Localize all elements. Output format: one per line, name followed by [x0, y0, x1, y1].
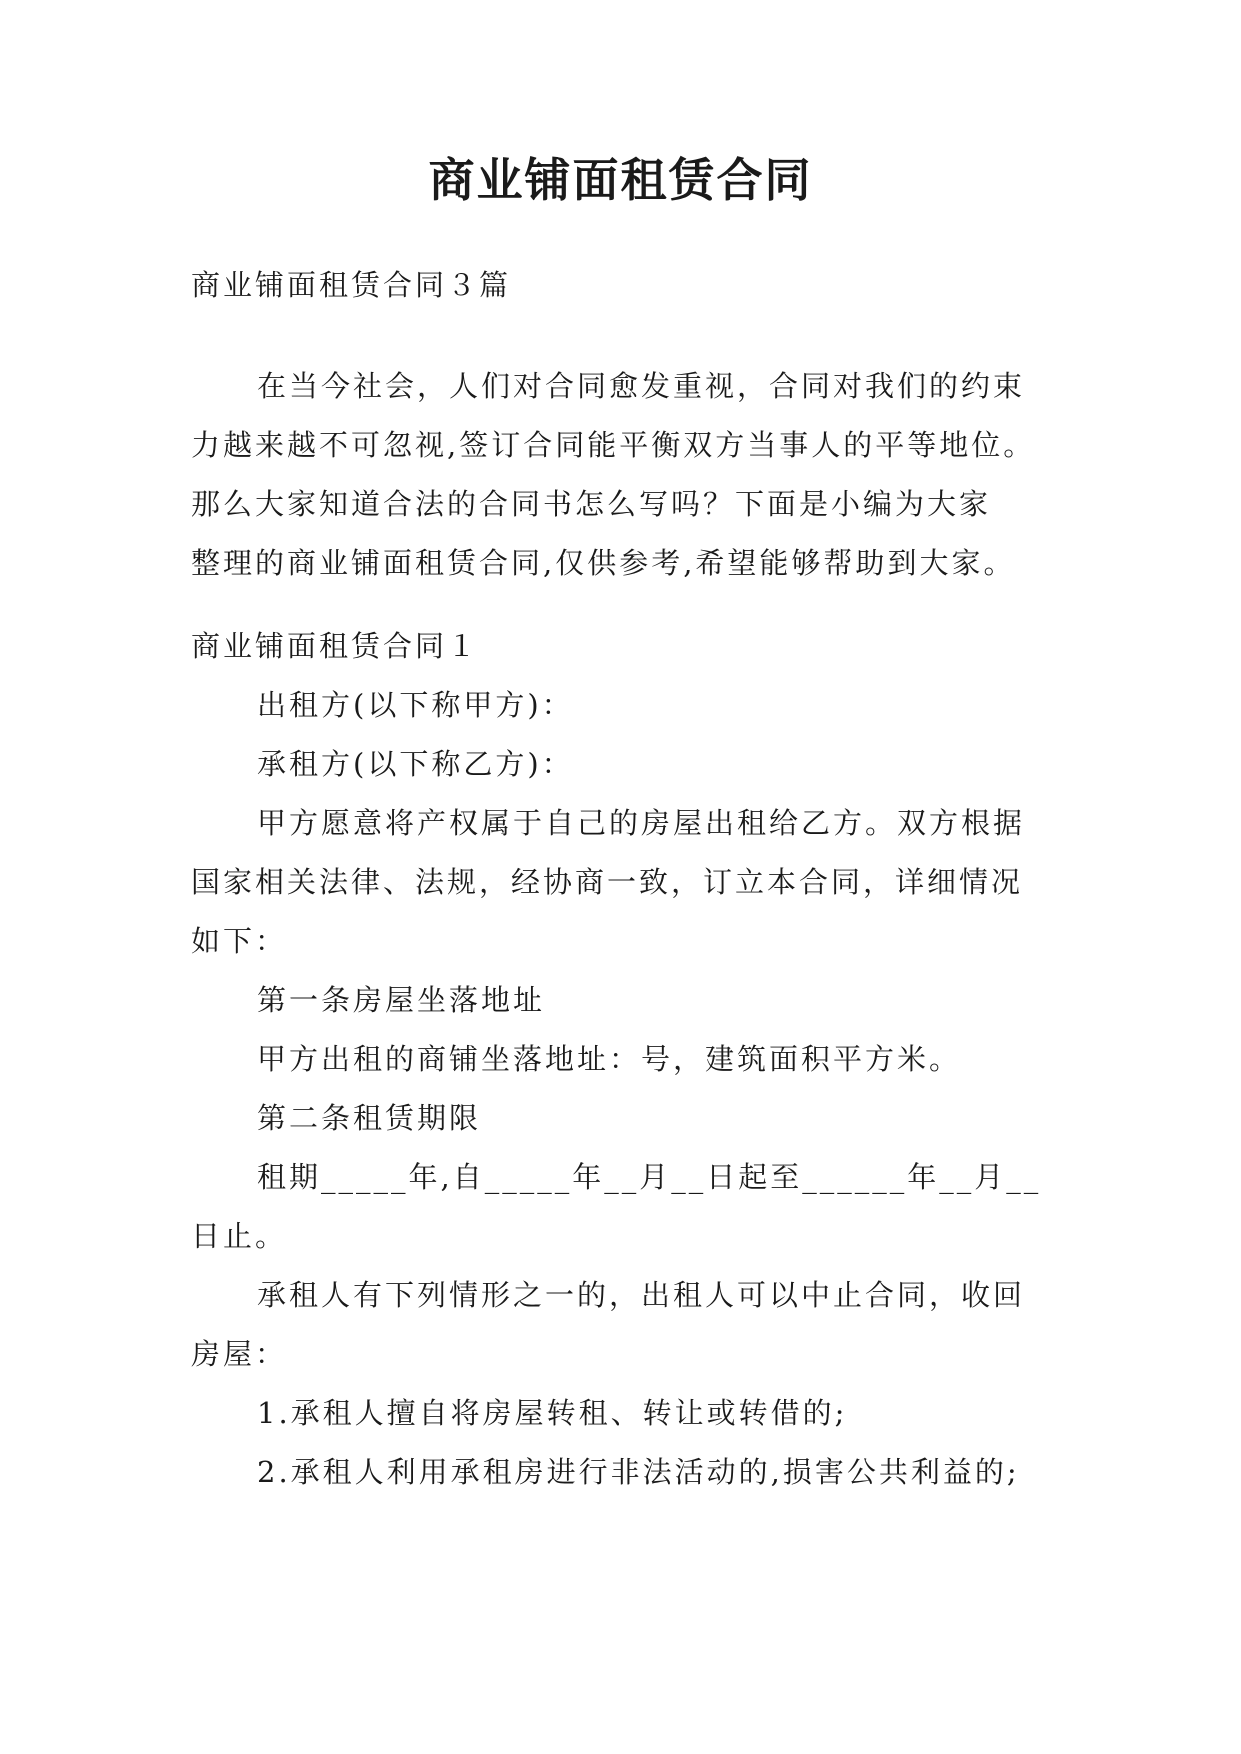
section-1	[191, 617, 1053, 1502]
termination-line: 承租人有下列情形之一的，出租人可以中止合同，收回	[257, 1278, 1026, 1312]
intro-paragraph	[191, 357, 1053, 593]
article-1-text: 甲方出租的商铺坐落地址：号，建筑面积平方米。	[257, 1042, 962, 1076]
preamble-line: 国家相关法律、法规，经协商一致，订立本合同，详细情况	[191, 865, 1024, 899]
list-item: 1.承租人擅自将房屋转租、转让或转借的;	[257, 1396, 848, 1430]
subtitle-text: 商业铺面租赁合同３篇	[191, 268, 512, 302]
section-heading: 商业铺面租赁合同１	[191, 629, 480, 663]
document-title: 商业铺面租赁合同	[428, 153, 813, 207]
list-item: 2.承租人利用承租房进行非法活动的,损害公共利益的;	[257, 1455, 1020, 1489]
lessee-line: 承租方(以下称乙方)：	[257, 747, 574, 781]
intro-line: 力越来越不可忽视,签订合同能平衡双方当事人的平等地位。	[191, 428, 1036, 462]
article-2-line: 日止。	[191, 1219, 288, 1253]
document-subtitle	[191, 256, 1053, 315]
preamble-line: 甲方愿意将产权属于自己的房屋出租给乙方。双方根据	[257, 806, 1026, 840]
article-2-heading: 第二条租赁期限	[257, 1101, 482, 1135]
lessor-line: 出租方(以下称甲方)：	[257, 688, 574, 722]
preamble-line: 如下：	[191, 924, 288, 958]
intro-line: 那么大家知道合法的合同书怎么写吗？下面是小编为大家	[191, 487, 992, 521]
termination-line: 房屋：	[191, 1337, 288, 1371]
article-2-line: 租期_____年,自_____年__月__日起至______年__月__	[257, 1160, 1042, 1194]
intro-line: 在当今社会，人们对合同愈发重视，合同对我们的约束	[257, 369, 1026, 403]
article-1-heading: 第一条房屋坐落地址	[257, 983, 546, 1017]
intro-line: 整理的商业铺面租赁合同,仅供参考,希望能够帮助到大家。	[191, 546, 1016, 580]
